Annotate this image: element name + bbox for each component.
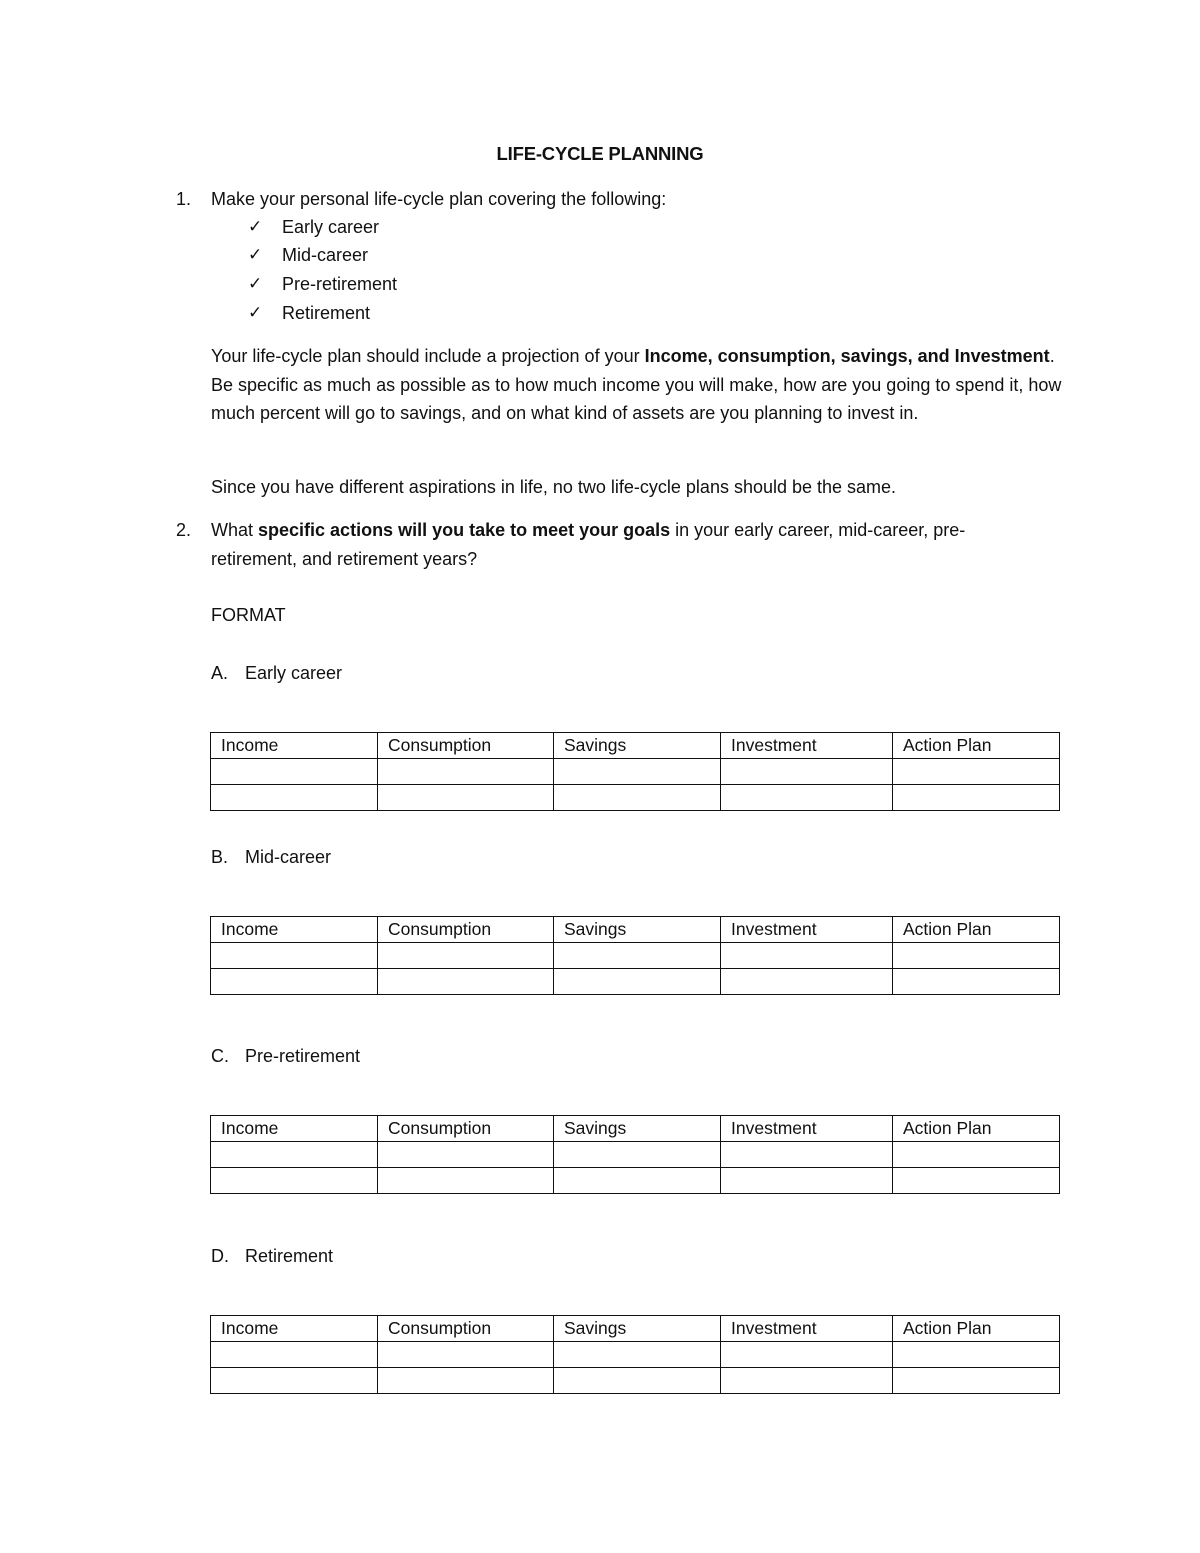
- table-cell[interactable]: [893, 1142, 1060, 1168]
- table-cell[interactable]: [378, 969, 554, 995]
- column-header: Investment: [721, 917, 893, 943]
- column-header: Consumption: [378, 917, 554, 943]
- question-1-number: 1.: [176, 189, 192, 209]
- table-cell[interactable]: [721, 943, 893, 969]
- table-header-row: [211, 733, 1060, 759]
- checklist-item: Pre-retirement: [282, 274, 398, 294]
- check-icon: ✓: [248, 274, 263, 294]
- section-d-label: Retirement: [245, 1246, 334, 1266]
- column-header: Investment: [721, 733, 893, 759]
- table-row: [211, 969, 1060, 995]
- table-cell[interactable]: [893, 1168, 1060, 1194]
- table-cell[interactable]: [378, 785, 554, 811]
- column-header: Consumption: [378, 1316, 554, 1342]
- table-row: [211, 785, 1060, 811]
- table-header-row: [211, 1316, 1060, 1342]
- column-header: Income: [211, 917, 378, 943]
- table-cell[interactable]: [211, 1168, 378, 1194]
- table-cell[interactable]: [378, 1342, 554, 1368]
- table-cell[interactable]: [211, 785, 378, 811]
- table-cell[interactable]: [554, 785, 721, 811]
- column-header: Savings: [554, 733, 721, 759]
- table-cell[interactable]: [211, 1142, 378, 1168]
- question-2-number: 2.: [176, 520, 192, 540]
- table-cell[interactable]: [378, 1368, 554, 1394]
- checklist-item: Early career: [282, 217, 380, 237]
- question-1-prompt: Make your personal life-cycle plan covering the following:: [211, 189, 667, 209]
- table-header-row: [211, 1116, 1060, 1142]
- table-cell[interactable]: [554, 1142, 721, 1168]
- column-header: Action Plan: [893, 1316, 1060, 1342]
- table-cell[interactable]: [554, 1342, 721, 1368]
- table-cell[interactable]: [211, 943, 378, 969]
- table-cell[interactable]: [893, 943, 1060, 969]
- section-a-letter: A.: [211, 663, 229, 683]
- table-cell[interactable]: [211, 969, 378, 995]
- table-row: [211, 759, 1060, 785]
- table-cell[interactable]: [893, 969, 1060, 995]
- table-cell[interactable]: [721, 1368, 893, 1394]
- table-cell[interactable]: [721, 1342, 893, 1368]
- column-header: Action Plan: [893, 733, 1060, 759]
- section-c-label: Pre-retirement: [245, 1046, 361, 1066]
- column-header: Action Plan: [893, 1116, 1060, 1142]
- question-bold-text: specific actions will you take to meet your goals: [258, 520, 671, 540]
- paragraph-bold-text: Income, consumption, savings, and Investment: [644, 346, 1050, 366]
- check-icon: ✓: [248, 217, 263, 237]
- check-icon: ✓: [248, 303, 263, 323]
- table-cell[interactable]: [211, 1368, 378, 1394]
- table-header-row: [211, 917, 1060, 943]
- pre-retirement-table: [210, 1115, 1060, 1194]
- column-header: Investment: [721, 1316, 893, 1342]
- table-row: [211, 1342, 1060, 1368]
- checklist-item: Mid-career: [282, 245, 369, 265]
- table-row: [211, 1142, 1060, 1168]
- column-header: Income: [211, 733, 378, 759]
- paragraph-text: Your life-cycle plan should include a projection of your: [211, 346, 645, 366]
- column-header: Income: [211, 1116, 378, 1142]
- column-header: Savings: [554, 917, 721, 943]
- mid-career-table: [210, 916, 1060, 995]
- paragraph-text: . Be specific as much as possible as to how much income you will make, how are you going to spend it, how much percent will go to savings, and on what kind of assets are you planning to invest in.: [211, 346, 1062, 423]
- aspirations-note: Since you have different aspirations in life, no two life-cycle plans should be the same.: [211, 477, 897, 497]
- table-row: [211, 1368, 1060, 1394]
- table-cell[interactable]: [554, 1168, 721, 1194]
- table-cell[interactable]: [893, 759, 1060, 785]
- section-d-letter: D.: [211, 1246, 229, 1266]
- table-cell[interactable]: [721, 785, 893, 811]
- table-row: [211, 943, 1060, 969]
- section-c-letter: C.: [211, 1046, 229, 1066]
- table-cell[interactable]: [554, 759, 721, 785]
- table-cell[interactable]: [721, 1142, 893, 1168]
- retirement-table: [210, 1315, 1060, 1394]
- table-cell[interactable]: [554, 943, 721, 969]
- table-cell[interactable]: [554, 1368, 721, 1394]
- question-text: in your early career, mid-career, pre-retirement, and retirement years?: [211, 520, 966, 569]
- check-icon: ✓: [248, 245, 263, 265]
- table-cell[interactable]: [554, 969, 721, 995]
- table-cell[interactable]: [211, 1342, 378, 1368]
- plan-instructions-paragraph: [211, 342, 1071, 428]
- section-b-letter: B.: [211, 847, 229, 867]
- table-cell[interactable]: [378, 1142, 554, 1168]
- table-cell[interactable]: [893, 1342, 1060, 1368]
- checklist-item: Retirement: [282, 303, 371, 323]
- table-cell[interactable]: [378, 759, 554, 785]
- column-header: Savings: [554, 1316, 721, 1342]
- table-cell[interactable]: [378, 943, 554, 969]
- column-header: Action Plan: [893, 917, 1060, 943]
- column-header: Income: [211, 1316, 378, 1342]
- section-a-label: Early career: [245, 663, 343, 683]
- column-header: Savings: [554, 1116, 721, 1142]
- table-cell[interactable]: [893, 785, 1060, 811]
- page-title: LIFE-CYCLE PLANNING: [496, 143, 704, 164]
- table-cell[interactable]: [721, 1168, 893, 1194]
- table-cell[interactable]: [893, 1368, 1060, 1394]
- early-career-table: [210, 732, 1060, 811]
- column-header: Consumption: [378, 1116, 554, 1142]
- table-cell[interactable]: [721, 969, 893, 995]
- table-cell[interactable]: [721, 759, 893, 785]
- question-2-text: [211, 516, 1031, 573]
- table-row: [211, 1168, 1060, 1194]
- section-b-label: Mid-career: [245, 847, 332, 867]
- column-header: Consumption: [378, 733, 554, 759]
- format-label: FORMAT: [211, 605, 286, 625]
- question-text: What: [211, 520, 259, 540]
- column-header: Investment: [721, 1116, 893, 1142]
- table-cell[interactable]: [378, 1168, 554, 1194]
- table-cell[interactable]: [211, 759, 378, 785]
